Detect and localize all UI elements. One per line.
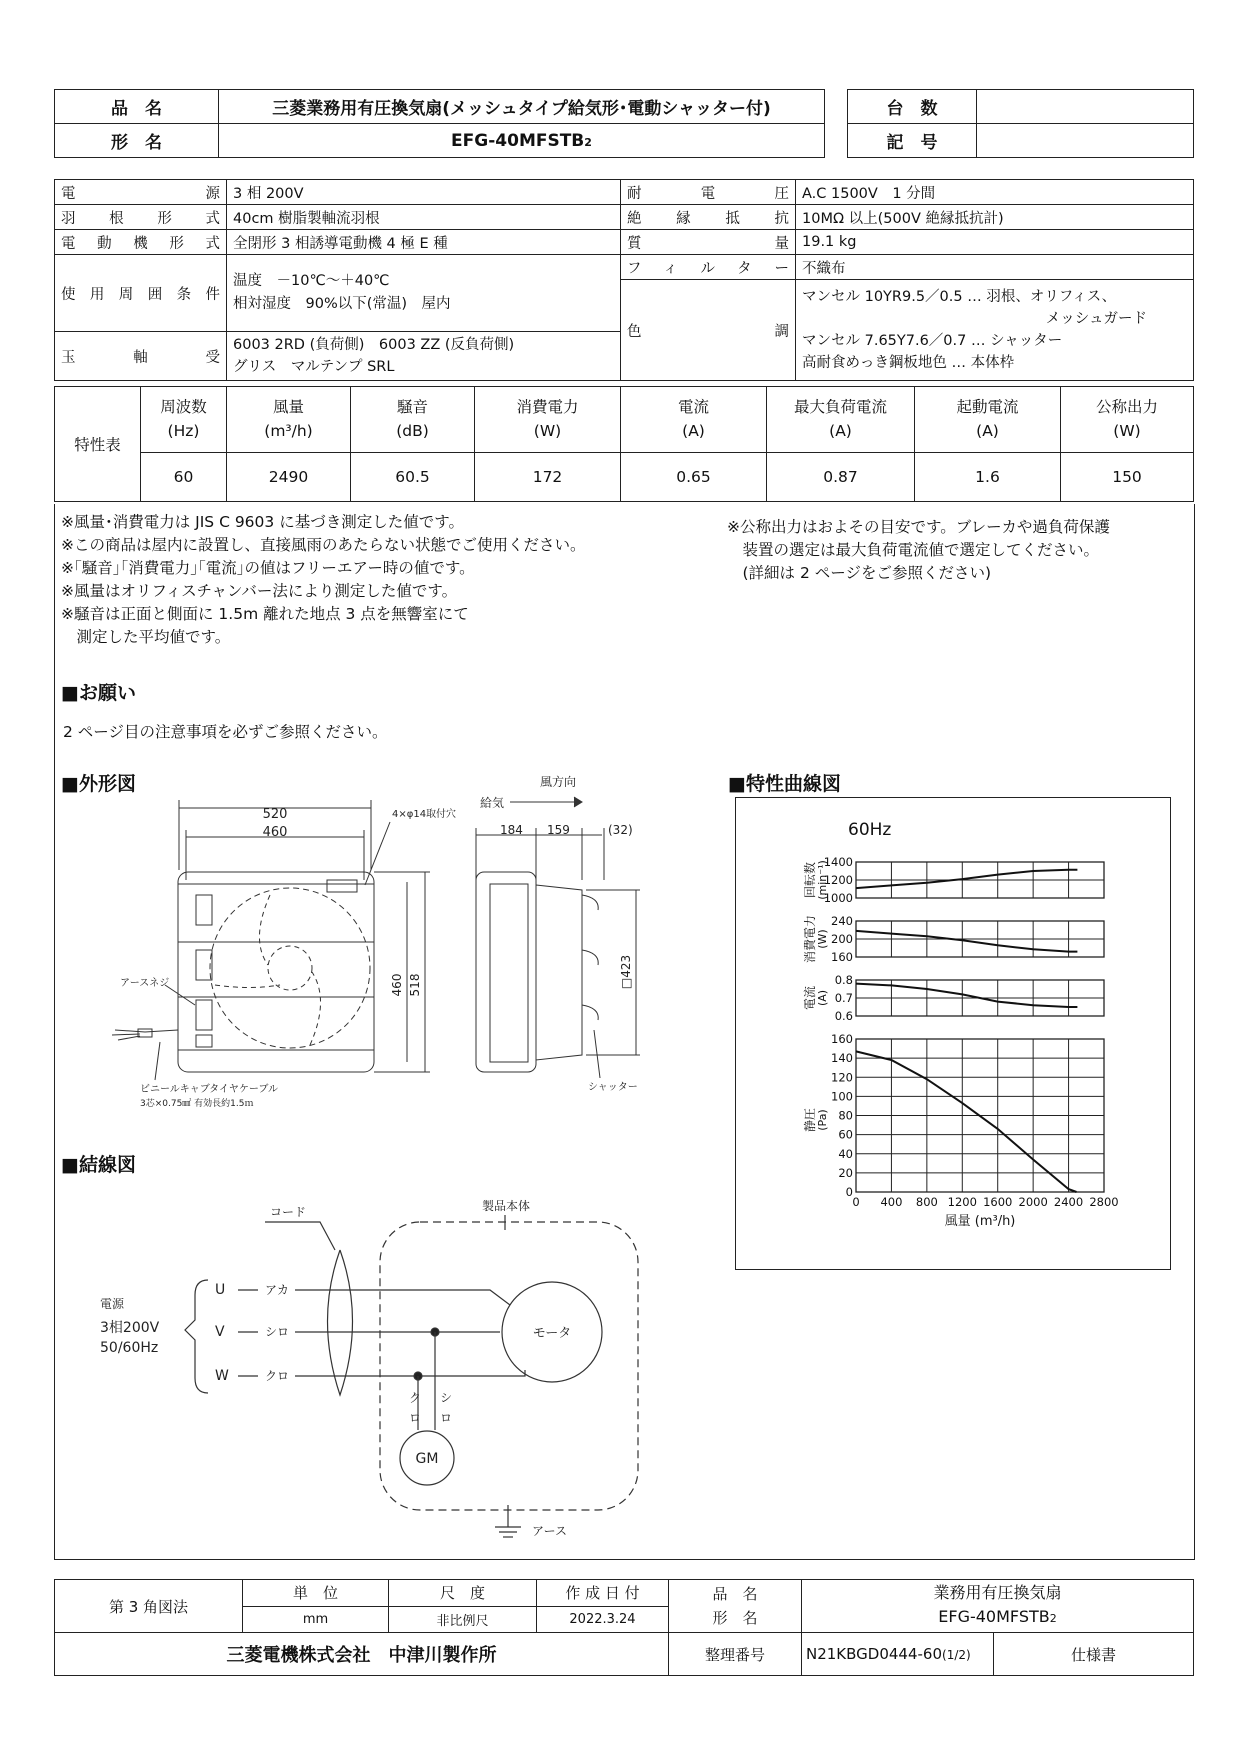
unit-value: mm xyxy=(243,1606,389,1633)
gm-label: GM xyxy=(415,1451,439,1467)
color-line2: メッシュガード xyxy=(1045,311,1147,327)
insulation-value: 10MΩ 以上(500V 絶縁抵抗計) xyxy=(796,205,1194,230)
note-line: (詳細は 2 ページをご参照ください) xyxy=(727,564,992,582)
series-line-3 xyxy=(856,984,1077,1007)
header-table xyxy=(54,89,825,158)
motor-value: 全閉形 3 相誘導電動機 4 極 E 種 xyxy=(227,230,621,255)
request-title: ■お願い xyxy=(61,682,136,704)
dim-518-label: 518 xyxy=(408,973,422,997)
insulation-label: 絶 縁 抵 抗 xyxy=(621,205,796,230)
env-line1: 温度 －10℃～＋40℃ xyxy=(233,273,390,289)
curve-freq-label: 60Hz xyxy=(848,820,892,840)
y-tick-label: 1000 xyxy=(823,891,853,905)
char-header-name: 騒音 xyxy=(396,398,428,417)
mass-label: 質 量 xyxy=(621,230,796,255)
scale-value: 非比例尺 xyxy=(389,1606,537,1633)
y-tick-label: 0.8 xyxy=(834,973,853,987)
y-tick-label: 0.7 xyxy=(834,991,853,1005)
y-tick-label: 160 xyxy=(831,950,853,964)
char-value: 0.87 xyxy=(767,452,915,501)
shi-label: シ xyxy=(440,1391,453,1405)
katamei-value-cell xyxy=(219,124,825,158)
note-line: ※風量はオリフィスチャンバー法により測定した値です。 xyxy=(61,582,458,600)
ref-label: 整理番号 xyxy=(669,1633,802,1676)
katamei-suffix: 2 xyxy=(584,135,592,149)
request-text: 2 ページ目の注意事項を必ずご参照ください。 xyxy=(63,723,388,741)
daisu-value xyxy=(977,90,1194,124)
char-header xyxy=(351,387,475,453)
air-supply-label: 給気 xyxy=(480,796,505,810)
series-line-2 xyxy=(856,931,1077,952)
w-label: W xyxy=(215,1368,229,1384)
earth-label: アース xyxy=(532,1524,568,1538)
char-header-name: 最大負荷電流 xyxy=(793,398,887,417)
y-tick-label: 200 xyxy=(831,932,853,946)
x-tick-label: 400 xyxy=(880,1195,903,1209)
env-value xyxy=(227,255,621,332)
motor-label: モータ xyxy=(532,1326,572,1341)
fan-blade-outline xyxy=(210,888,370,1048)
char-header xyxy=(475,387,621,453)
cable-label-1: ビニールキャブタイヤケーブル xyxy=(140,1084,278,1095)
power-label: 電 源 xyxy=(55,180,227,205)
wiring-diagram xyxy=(90,1190,660,1550)
char-header-name: 電流 xyxy=(677,398,709,417)
daisu-label: 台 数 xyxy=(848,90,977,124)
char-value: 60 xyxy=(141,452,227,501)
katamei-value: EFG-40MFSTB xyxy=(451,130,585,151)
power-label-3: 50/60Hz xyxy=(100,1340,159,1356)
y-tick-label: 0 xyxy=(845,1185,853,1199)
characteristics-table xyxy=(54,386,1194,502)
ku-label: ク xyxy=(409,1391,422,1405)
y-axis-label: 静圧 xyxy=(803,1107,817,1133)
ref-page: (1/2) xyxy=(942,1648,971,1662)
earth-screw-label: アースネジ xyxy=(120,978,170,989)
wind-dir-label: 風方向 xyxy=(540,775,577,789)
notes-right xyxy=(727,516,1187,585)
char-header-unit: (m³/h) xyxy=(264,422,313,441)
cord-label: コード xyxy=(270,1205,307,1219)
bearing-line1: 6003 2RD (負荷側) 6003 ZZ (反負荷側) xyxy=(233,337,515,353)
footer-katamei-value: EFG-40MFSTB xyxy=(938,1607,1050,1626)
ref-value: N21KBGD0444-60 xyxy=(806,1645,943,1663)
note-line: ※｢騒音｣｢消費電力｣｢電流｣の値はフリーエアー時の値です。 xyxy=(61,559,475,577)
bearing-label: 玉 軸 受 xyxy=(55,332,227,381)
count-table xyxy=(847,89,1194,158)
cord-bundle xyxy=(328,1250,353,1395)
y-tick-label: 0.6 xyxy=(834,1009,853,1023)
note-line: ※この商品は屋内に設置し、直接風雨のあたらない状態でご使用ください。 xyxy=(61,536,586,554)
mass-value: 19.1 kg xyxy=(796,230,1194,255)
char-header xyxy=(621,387,767,453)
x-axis-label: 風量 (m³/h) xyxy=(944,1214,1016,1229)
bearing-line2: グリス マルテンプ SRL xyxy=(233,359,395,375)
hinmei-label: 品 名 xyxy=(55,90,219,124)
series-line-1 xyxy=(856,870,1077,888)
y-tick-label: 100 xyxy=(831,1089,853,1104)
env-label: 使用周囲条件 xyxy=(55,255,227,332)
y-tick-label: 1400 xyxy=(823,855,853,869)
y-tick-label: 80 xyxy=(838,1108,853,1123)
y-axis-label: 電流 xyxy=(803,985,817,1011)
hole-label: 4×φ14取付穴 xyxy=(392,809,457,820)
x-tick-label: 2800 xyxy=(1089,1195,1119,1209)
y-tick-label: 160 xyxy=(831,1032,853,1046)
cable-label-2: 3芯×0.75㎟ 有効長約1.5ｍ xyxy=(140,1099,254,1109)
y-axis-unit: (W) xyxy=(816,929,829,949)
x-tick-label: 0 xyxy=(852,1195,860,1209)
x-tick-label: 800 xyxy=(915,1195,938,1209)
footer-katamei-label: 形 名 xyxy=(712,1609,758,1627)
ro1-label: ロ xyxy=(409,1411,422,1425)
ref-value-cell xyxy=(802,1633,994,1676)
dim-184-label: 184 xyxy=(500,823,523,837)
x-tick-label: 1600 xyxy=(983,1195,1013,1209)
char-header xyxy=(227,387,351,453)
ro2-label: ロ xyxy=(440,1411,453,1425)
voltage-value: A.C 1500V 1 分間 xyxy=(796,180,1194,205)
char-value: 1.6 xyxy=(915,452,1061,501)
y-tick-label: 40 xyxy=(838,1146,853,1161)
notes-left xyxy=(61,511,701,649)
motor-label: 電動機形式 xyxy=(55,230,227,255)
char-header xyxy=(141,387,227,453)
dim-460-label: 460 xyxy=(262,825,288,840)
char-value: 2490 xyxy=(227,452,351,501)
color-line4: 高耐食めっき鋼板地色 … 本体枠 xyxy=(802,355,1015,371)
footer-table xyxy=(54,1579,1194,1676)
char-header-unit: (A) xyxy=(976,422,999,441)
y-tick-label: 120 xyxy=(831,1070,853,1085)
char-header-name: 起動電流 xyxy=(956,398,1019,417)
power-label-1: 電源 xyxy=(100,1297,125,1311)
characteristic-chart xyxy=(736,798,1168,1268)
y-axis-unit: (Pa) xyxy=(816,1109,829,1131)
y-tick-label: 20 xyxy=(838,1165,853,1180)
outline-drawing xyxy=(95,770,655,1120)
x-tick-label: 1200 xyxy=(947,1195,977,1209)
char-header-name: 周波数 xyxy=(160,398,207,417)
char-header-name: 公称出力 xyxy=(1095,398,1158,417)
power-brace xyxy=(185,1280,208,1393)
product-info xyxy=(802,1580,1194,1633)
note-line: 装置の選定は最大負荷電流値で選定してください。 xyxy=(727,541,1100,559)
char-header-unit: (A) xyxy=(829,422,852,441)
char-header-unit: (W) xyxy=(1113,422,1141,441)
shutter-label: シャッター xyxy=(588,1082,638,1093)
body-label: 製品本体 xyxy=(482,1199,531,1213)
filter-value: 不織布 xyxy=(796,255,1194,280)
char-header xyxy=(915,387,1061,453)
date-label: 作 成 日 付 xyxy=(537,1580,669,1607)
kigo-value xyxy=(977,124,1194,158)
y-axis-unit: (A) xyxy=(816,989,829,1007)
y-tick-label: 60 xyxy=(838,1127,853,1142)
scale-label: 尺 度 xyxy=(389,1580,537,1607)
char-header-unit: (W) xyxy=(533,422,562,441)
wire-u xyxy=(295,1290,510,1305)
env-line2: 相対湿度 90%以下(常温) 屋内 xyxy=(233,296,451,312)
x-tick-label: 2000 xyxy=(1018,1195,1048,1209)
wire-w xyxy=(295,1370,525,1376)
blade-label: 羽 根 形 式 xyxy=(55,205,227,230)
y-axis-label: 回転数 xyxy=(803,861,817,899)
note-line: ※風量･消費電力は JIS C 9603 に基づき測定した値です。 xyxy=(61,513,464,531)
outline-title: ■外形図 xyxy=(61,773,136,795)
char-value: 172 xyxy=(475,452,621,501)
projection-label: 第 3 角図法 xyxy=(55,1580,243,1633)
footer-hinmei-label: 品 名 xyxy=(712,1585,758,1603)
y-tick-label: 240 xyxy=(831,914,853,928)
char-label: 特性表 xyxy=(55,387,141,502)
filter-label: フィルター xyxy=(621,255,796,280)
color-label: 色 調 xyxy=(621,280,796,381)
y-tick-label: 140 xyxy=(831,1051,853,1066)
char-header xyxy=(767,387,915,453)
footer-hinmei-value: 業務用有圧換気扇 xyxy=(933,1583,1062,1602)
dim-32-label: (32) xyxy=(608,823,633,837)
hinmei-value: 三菱業務用有圧換気扇(メッシュタイプ給気形･電動シャッター付) xyxy=(219,90,825,124)
dim-159-label: 159 xyxy=(547,823,570,837)
bearing-value xyxy=(227,332,621,381)
char-header-name: 風量 xyxy=(272,398,304,417)
katamei-label: 形 名 xyxy=(55,124,219,158)
doc-type: 仕様書 xyxy=(994,1633,1194,1676)
note-line: ※公称出力はおよその目安です。ブレーカや過負荷保護 xyxy=(727,518,1110,536)
color-line1: マンセル 10YR9.5／0.5 … 羽根、オリフィス、 xyxy=(802,289,1117,305)
footer-katamei-suffix: 2 xyxy=(1049,1612,1057,1625)
char-header xyxy=(1061,387,1194,453)
char-header-name: 消費電力 xyxy=(516,398,579,417)
footer-katamei-line xyxy=(806,1605,1189,1631)
char-header-unit: (Hz) xyxy=(167,422,200,441)
fan-body-front xyxy=(178,872,374,1072)
dim-460v-label: 460 xyxy=(390,973,404,997)
series-line-4 xyxy=(856,1051,1077,1192)
char-header-unit: (dB) xyxy=(396,422,429,441)
spec-table xyxy=(54,179,1194,381)
char-header-unit: (A) xyxy=(682,422,705,441)
wiring-title: ■結線図 xyxy=(61,1154,136,1176)
char-value: 150 xyxy=(1061,452,1194,501)
blade-value: 40cm 樹脂製軸流羽根 xyxy=(227,205,621,230)
kigo-label: 記 号 xyxy=(848,124,977,158)
power-label-2: 3相200V xyxy=(100,1320,160,1336)
v-color-label: シロ xyxy=(265,1325,290,1339)
u-color-label: アカ xyxy=(265,1283,289,1297)
dim-520-label: 520 xyxy=(262,807,288,822)
fan-body-side xyxy=(476,872,536,1072)
w-color-label: クロ xyxy=(265,1369,290,1383)
power-value: 3 相 200V xyxy=(227,180,621,205)
company-name: 三菱電機株式会社 中津川製作所 xyxy=(55,1633,669,1676)
dim-423-label: □423 xyxy=(619,954,633,990)
note-line: ※騒音は正面と側面に 1.5m 離れた地点 3 点を無響室にて xyxy=(61,605,469,623)
char-value: 60.5 xyxy=(351,452,475,501)
char-value: 0.65 xyxy=(621,452,767,501)
date-value: 2022.3.24 xyxy=(537,1606,669,1633)
y-tick-label: 1200 xyxy=(823,873,853,887)
y-axis-label: 消費電力 xyxy=(803,914,817,964)
color-line3: マンセル 7.65Y7.6／0.7 … シャッター xyxy=(802,333,1063,349)
v-label: V xyxy=(215,1324,225,1340)
unit-label: 単 位 xyxy=(243,1580,389,1607)
curve-title: ■特性曲線図 xyxy=(728,773,841,795)
x-tick-label: 2400 xyxy=(1053,1195,1084,1209)
hinmei-katamei-labels xyxy=(669,1580,802,1633)
voltage-label: 耐 電 圧 xyxy=(621,180,796,205)
note-line: 測定した平均値です。 xyxy=(61,628,231,646)
u-label: U xyxy=(215,1282,226,1298)
y-axis-unit: (min⁻¹) xyxy=(816,860,829,900)
color-value xyxy=(796,280,1194,381)
